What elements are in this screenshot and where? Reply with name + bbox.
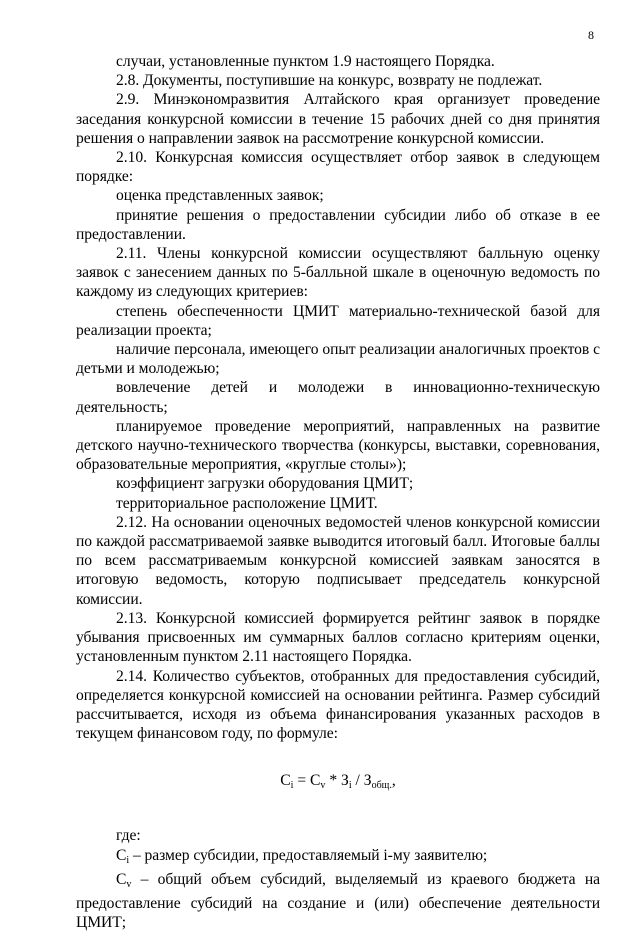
paragraph: 2.11. Члены конкурсной комиссии осуществляют балльную оценку заявок с занесением данных по 5-балльной шкале в оценочную ведомость по каждому из следующих критериев: [76,245,600,301]
paragraph: 2.8. Документы, поступившие на конкурс, возврату не подлежат. [116,72,543,90]
paragraph: 2.10. Конкурсная комиссия осуществляет отбор заявок в следующем порядке: [76,149,600,186]
paragraph: 2.14. Количество субъектов, отобранных для предоставления субсидий, определяется конкурсной комиссией на основании рейтинга. Размер субсидий рассчитывается, исходя из объема финансирования указанных расходов в текущем финансовом году, по формуле: [76,667,600,743]
list-item: наличие персонала, имеющего опыт реализации аналогичных проектов с детьми и молодежью; [76,341,600,378]
list-item: принятие решения о предоставлении субсидии либо об отказе в ее предоставлении. [76,206,600,243]
paragraph: 2.13. Конкурсной комиссией формируется рейтинг заявок в порядке убывания присвоенных им суммарных баллов согласно критериям оценки, установленным пунктом 2.11 настоящего Порядка. [76,609,600,666]
where-label: где: [116,827,141,845]
list-item: планируемое проведение мероприятий, направленных на развитие детского научно-технического творчества (конкурсы, выставки, соревнования, образовательные мероприятия, «круглые столы»); [76,417,600,474]
list-item: коэффициент загрузки оборудования ЦМИТ; [116,475,414,493]
page-number: 8 [588,28,594,42]
list-item: вовлечение детей и молодежи в инновационно-техническую деятельность; [76,379,600,416]
list-item: степень обеспеченности ЦМИТ материально-технической базой для реализации проекта; [76,302,600,339]
document-body [76,52,600,932]
subsidy-formula: $C_i = C_v * З_i / З_{общ.}$, [280,772,396,792]
paragraph: случаи, установленные пунктом 1.9 настоящего Порядка. [116,53,495,70]
list-item: оценка представленных заявок; [116,187,324,205]
paragraph: 2.12. На основании оценочных ведомостей членов конкурсной комиссии по каждой рассматриваемой заявке выводится итоговый балл. Итоговые баллы по всем рассматриваемым конкурсной комиссией заявкам заносятся в итоговую ведомость, которую подписывает председатель конкурсной комиссии. [76,513,600,608]
list-item: территориальное расположение ЦМИТ. [116,494,378,512]
definition-item: Ci – размер субсидии, предоставляемый i-му заявителю; [116,846,488,866]
definition-item: Cv – общий объем субсидий, выделяемый из краевого бюджета на предоставление субсидий на создание и (или) обеспечение деятельности ЦМИТ; [76,870,600,932]
paragraph: 2.9. Минэкономразвития Алтайского края организует проведение заседания конкурсной комиссии в течение 15 рабочих дней со дня принятия решения о направлении заявок на рассмотрение конкурсной комиссии. [76,91,600,147]
